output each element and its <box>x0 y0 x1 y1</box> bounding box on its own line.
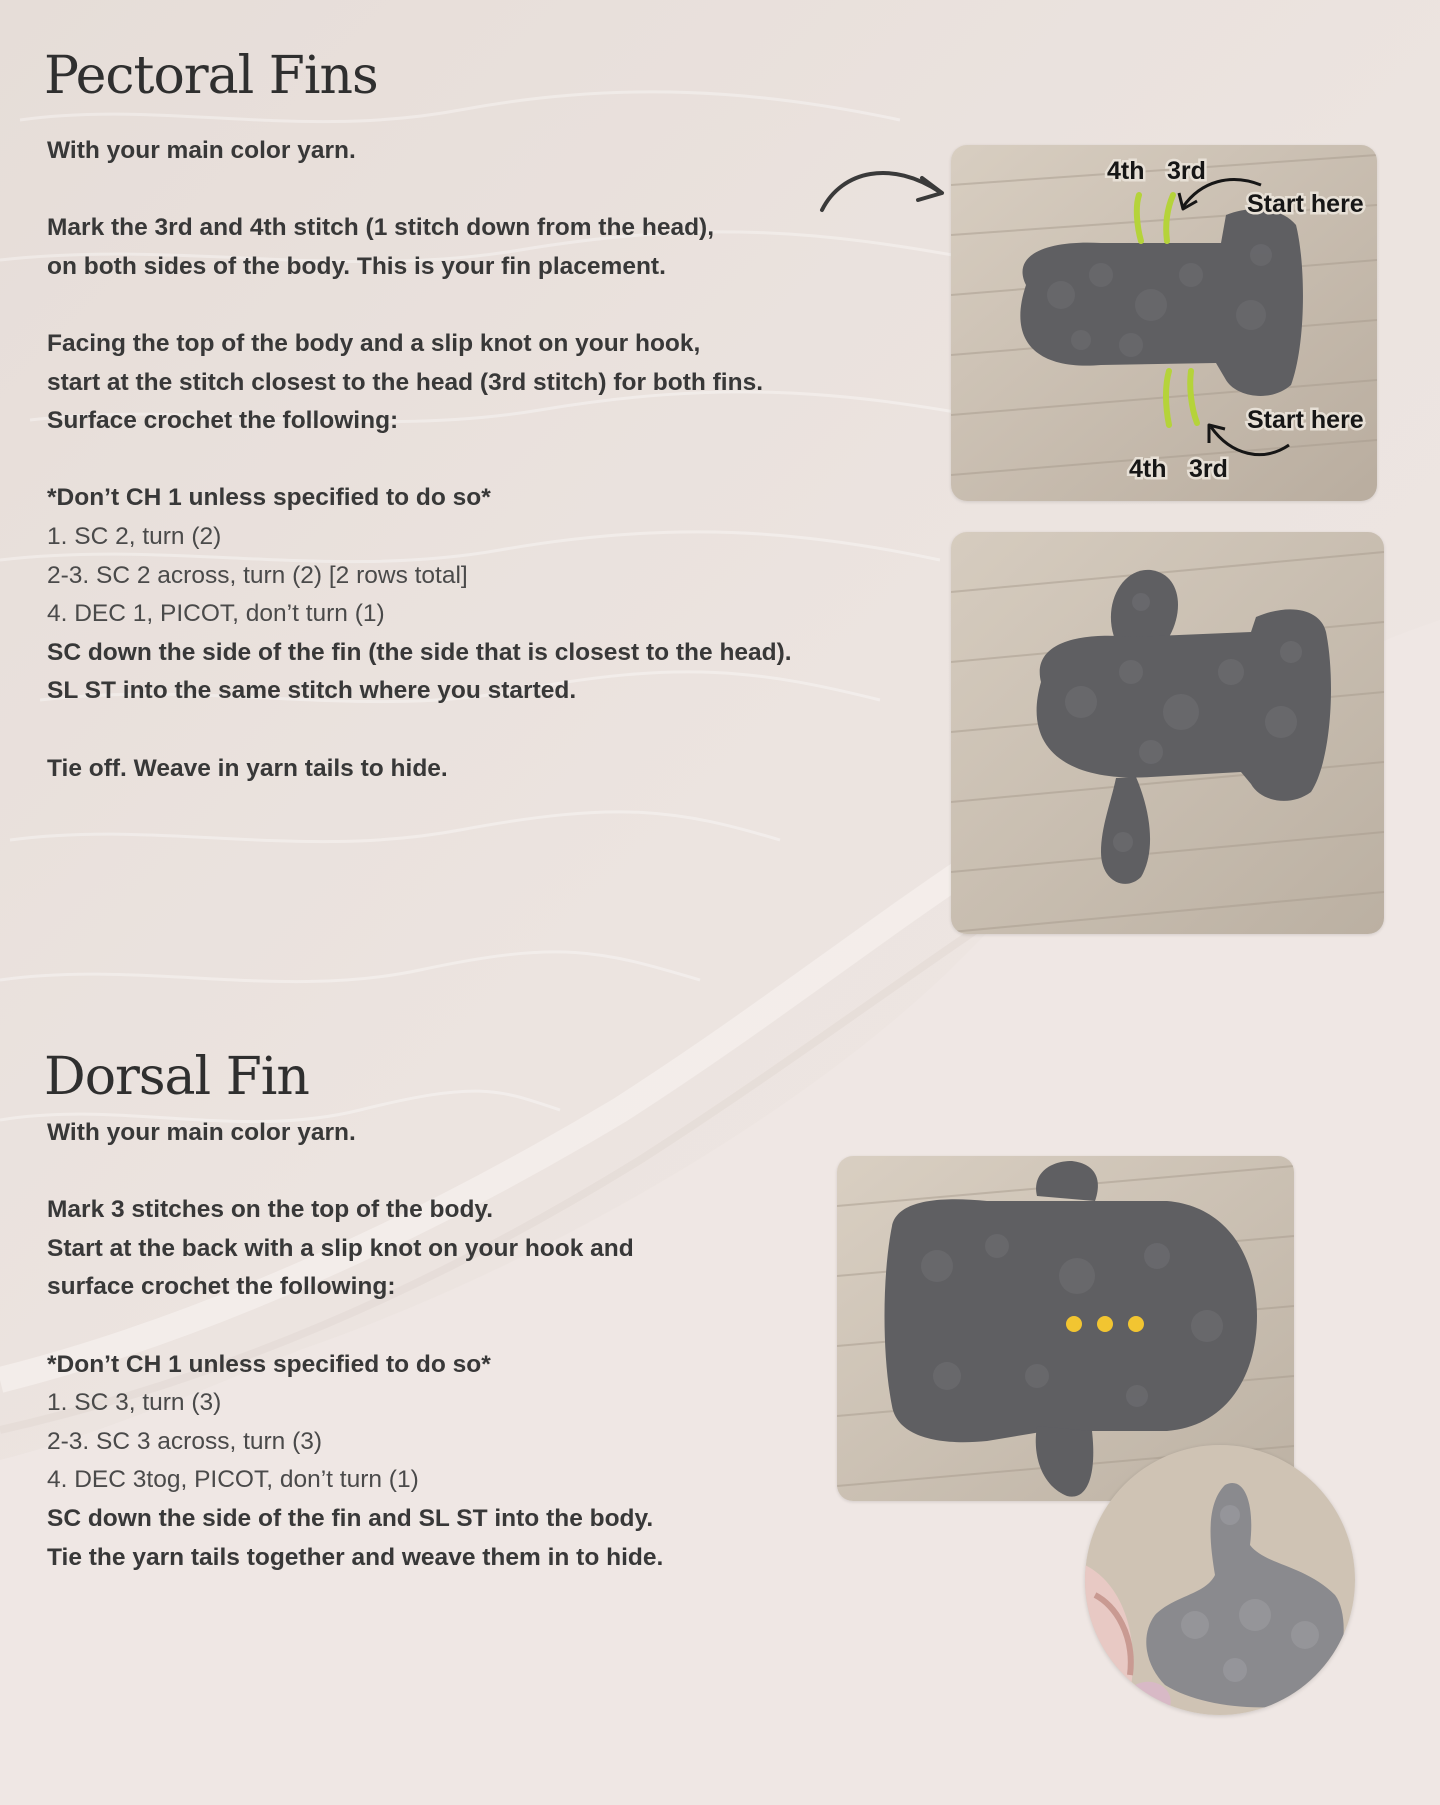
spacer <box>47 1307 663 1346</box>
spacer <box>47 1153 663 1192</box>
spacer <box>47 286 792 325</box>
label-top-start-here: Start here <box>1247 190 1364 218</box>
finished-pectoral-fins-illustration <box>951 532 1384 934</box>
instruction-line: Start at the back with a slip knot on your hook and <box>47 1234 634 1262</box>
instruction-line: Mark the 3rd and 4th stitch (1 stitch down from the head), <box>47 214 715 242</box>
label-bottom-3rd: 3rd <box>1189 455 1228 483</box>
pectoral-fins-title: Pectoral Fins <box>44 46 378 106</box>
label-bottom-start-here: Start here <box>1247 406 1364 434</box>
instruction-line: 4. DEC 3tog, PICOT, don’t turn (1) <box>47 1466 419 1494</box>
instruction-line: 2-3. SC 2 across, turn (2) [2 rows total] <box>47 561 468 589</box>
instruction-line: *Don’t CH 1 unless specified to do so* <box>47 484 491 512</box>
instruction-line: on both sides of the body. This is your fin placement. <box>47 252 666 280</box>
instruction-line: surface crochet the following: <box>47 1273 396 1301</box>
label-bottom-4th: 4th <box>1129 455 1167 483</box>
instruction-line: Tie the yarn tails together and weave them in to hide. <box>47 1543 664 1571</box>
finished-dorsal-fin-inset-photo <box>1085 1445 1355 1715</box>
dorsal-fin-title: Dorsal Fin <box>44 1047 309 1107</box>
instruction-line: 1. SC 2, turn (2) <box>47 522 222 550</box>
stitch-dot-markers <box>1066 1316 1144 1332</box>
curved-arrow-icon <box>812 160 952 220</box>
instruction-line: SL ST into the same stitch where you started. <box>47 677 577 705</box>
pectoral-fins-instructions <box>47 132 792 788</box>
label-top-4th: 4th <box>1107 157 1145 185</box>
dorsal-fin-instructions <box>47 1114 663 1577</box>
label-top-3rd: 3rd <box>1167 157 1206 185</box>
finished-pectoral-fins-photo <box>951 532 1384 934</box>
instruction-line: Surface crochet the following: <box>47 407 399 435</box>
instruction-line: Facing the top of the body and a slip knot on your hook, <box>47 329 701 357</box>
instruction-line: With your main color yarn. <box>47 137 356 164</box>
spacer <box>47 171 792 210</box>
fin-placement-photo <box>951 145 1377 501</box>
instruction-line: start at the stitch closest to the head (3rd stitch) for both fins. <box>47 368 764 396</box>
spacer <box>47 441 792 480</box>
finished-dorsal-fin-illustration <box>1085 1445 1355 1715</box>
instruction-line: 4. DEC 1, PICOT, don’t turn (1) <box>47 600 385 628</box>
instruction-line: SC down the side of the fin (the side that is closest to the head). <box>47 638 792 666</box>
instruction-line: 1. SC 3, turn (3) <box>47 1389 222 1417</box>
instruction-line: 2-3. SC 3 across, turn (3) <box>47 1427 323 1455</box>
instruction-line: *Don’t CH 1 unless specified to do so* <box>47 1350 491 1378</box>
fin-placement-illustration <box>951 145 1377 501</box>
instruction-line: Mark 3 stitches on the top of the body. <box>47 1196 494 1224</box>
spacer <box>47 711 792 750</box>
instruction-line: With your main color yarn. <box>47 1119 356 1146</box>
instruction-line: SC down the side of the fin and SL ST into the body. <box>47 1504 654 1532</box>
instruction-line: Tie off. Weave in yarn tails to hide. <box>47 754 448 782</box>
